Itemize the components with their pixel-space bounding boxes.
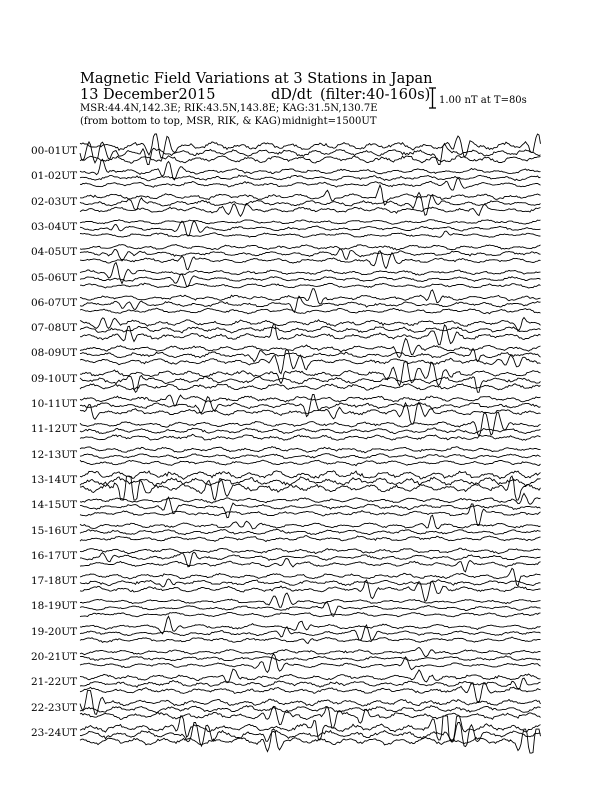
trace-rik — [80, 552, 541, 567]
hour-label: 04-05UT — [31, 246, 78, 259]
trace-rik — [80, 349, 541, 362]
trace-msr — [80, 536, 541, 542]
hour-label: 03-04UT — [31, 220, 78, 233]
midnight-note: midnight=1500UT — [282, 116, 377, 127]
hour-label: 11-12UT — [31, 423, 78, 436]
hour-label: 17-18UT — [31, 575, 78, 588]
trace-rik — [80, 193, 541, 216]
trace-msr — [80, 654, 541, 673]
hour-label: 06-07UT — [31, 296, 78, 309]
hour-label: 15-16UT — [31, 524, 78, 537]
trace-kag — [80, 362, 541, 386]
trace-msr — [80, 729, 541, 753]
hour-label: 18-19UT — [31, 600, 78, 613]
trace-msr — [80, 231, 541, 237]
trace-kag — [80, 647, 541, 656]
hour-label: 21-22UT — [31, 676, 78, 689]
chart-date: 13 December2015 — [80, 87, 216, 103]
trace-msr — [80, 434, 541, 440]
trace-rik — [80, 376, 541, 393]
trace-rik — [80, 274, 541, 287]
hour-label: 20-21UT — [31, 651, 78, 663]
hour-label: 08-09UT — [31, 347, 78, 360]
trace-kag — [80, 669, 541, 683]
hour-label: 23-24UT — [31, 726, 78, 739]
trace-kag — [80, 220, 541, 225]
trace-msr — [80, 324, 541, 345]
trace-kag — [80, 447, 541, 453]
station-order-note: (from bottom to top, MSR, RIK, & KAG) — [80, 116, 281, 127]
trace-kag — [80, 318, 541, 332]
trace-kag — [80, 339, 541, 358]
hour-label: 05-06UT — [31, 271, 78, 284]
trace-msr — [80, 637, 541, 644]
trace-kag — [80, 493, 541, 504]
trace-msr — [80, 177, 541, 190]
trace-kag — [80, 616, 541, 634]
trace-kag — [80, 593, 541, 607]
trace-kag — [80, 548, 541, 553]
trace-rik — [80, 529, 541, 534]
trace-kag — [80, 245, 541, 251]
trace-rik — [80, 428, 541, 434]
trace-rik — [80, 579, 541, 587]
trace-kag — [80, 471, 541, 480]
trace-rik — [80, 656, 541, 661]
component-label: dD/dt — [271, 87, 312, 103]
trace-rik — [80, 249, 541, 261]
trace-rik — [80, 326, 541, 333]
hour-label: 16-17UT — [31, 549, 78, 562]
hour-label: 10-11UT — [31, 398, 78, 410]
hour-label: 01-02UT — [31, 170, 78, 183]
trace-msr — [80, 308, 541, 314]
hour-label: 22-23UT — [31, 701, 78, 714]
trace-kag — [80, 134, 541, 158]
filter-label: (filter:40-160s) — [320, 87, 431, 103]
hour-label: 00-01UT — [31, 145, 78, 157]
hour-label: 07-08UT — [31, 322, 78, 335]
trace-rik — [80, 175, 541, 181]
chart-title: Magnetic Field Variations at 3 Stations in Japan — [80, 71, 433, 87]
trace-msr — [80, 460, 541, 466]
trace-msr — [80, 204, 541, 216]
trace-msr — [80, 559, 541, 572]
trace-msr — [80, 384, 541, 390]
hour-label: 14-15UT — [31, 499, 78, 512]
hour-label: 13-14UT — [31, 473, 78, 486]
trace-kag — [80, 716, 541, 740]
trace-msr — [80, 283, 541, 288]
trace-msr — [80, 350, 541, 374]
trace-rik — [80, 142, 541, 165]
trace-rik — [80, 625, 541, 640]
hour-label: 12-13UT — [31, 448, 78, 461]
trace-msr — [80, 683, 541, 703]
trace-rik — [80, 477, 541, 486]
trace-rik — [80, 454, 541, 459]
hour-label: 19-20UT — [31, 625, 78, 638]
hour-label: 09-10UT — [31, 372, 78, 385]
trace-msr — [80, 476, 541, 500]
trace-kag — [80, 515, 541, 529]
trace-msr — [80, 612, 541, 617]
stations-coordinates: MSR:44.4N,142.3E; RIK:43.5N,143.8E; KAG:31.5N,130.7E — [80, 103, 378, 114]
trace-rik — [80, 706, 541, 713]
trace-msr — [80, 156, 541, 164]
hour-label: 02-03UT — [31, 195, 78, 208]
trace-kag — [80, 289, 541, 305]
scale-label: 1.00 nT at T=80s — [439, 95, 527, 106]
